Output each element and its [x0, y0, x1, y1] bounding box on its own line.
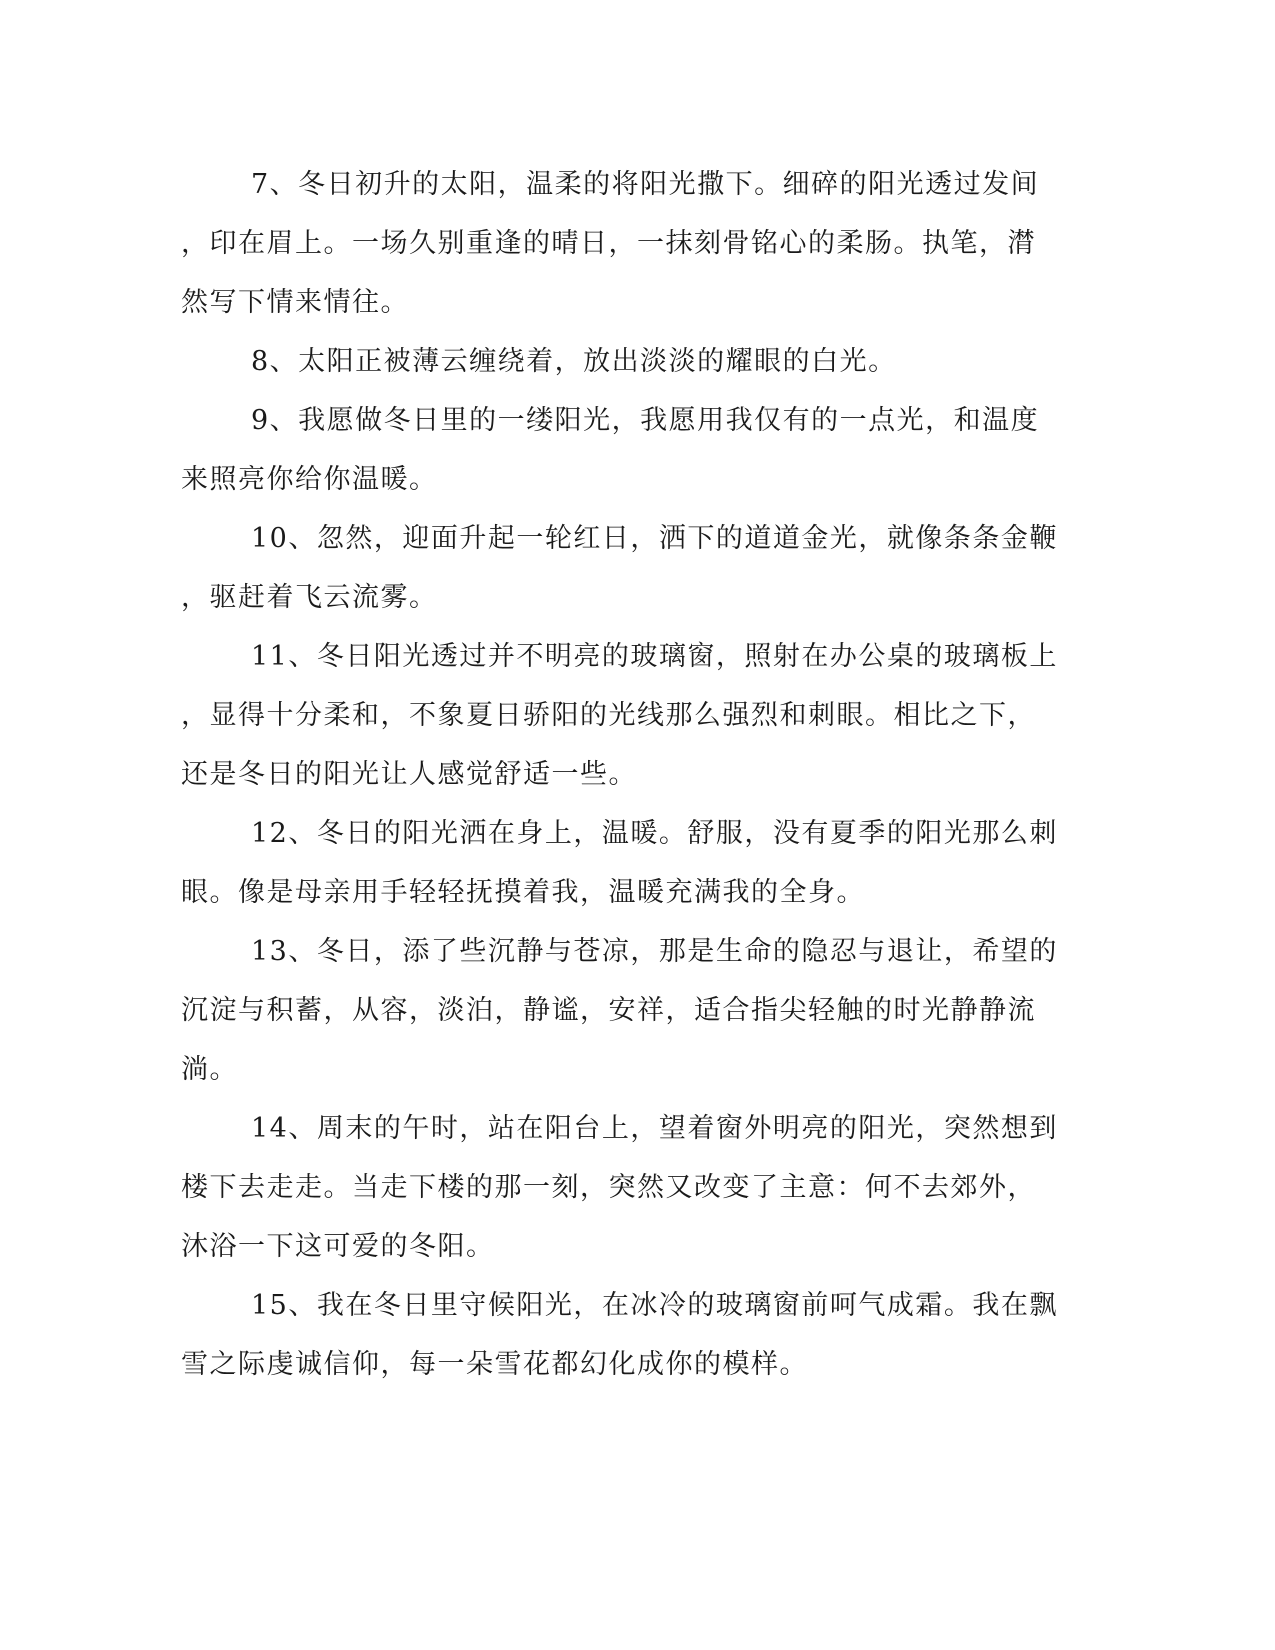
paragraph-8 — [181, 332, 1031, 391]
text-line: 7、冬日初升的太阳，温柔的将阳光撒下。细碎的阳光透过发间 — [251, 169, 1040, 200]
text-line: 淌。 — [181, 1054, 238, 1085]
text-line: ，显得十分柔和，不象夏日骄阳的光线那么强烈和刺眼。相比之下， — [181, 700, 1036, 731]
paragraph-15 — [181, 1276, 1058, 1394]
text-line: 14、周末的午时，站在阳台上，望着窗外明亮的阳光，突然想到 — [251, 1113, 1058, 1144]
text-line: 沐浴一下这可爱的冬阳。 — [181, 1231, 495, 1262]
text-line: 来照亮你给你温暖。 — [181, 464, 438, 495]
paragraph-13 — [181, 922, 1058, 1099]
text-line: 12、冬日的阳光洒在身上，温暖。舒服，没有夏季的阳光那么刺 — [251, 818, 1058, 849]
paragraph-10 — [181, 509, 1058, 627]
text-line: 沉淀与积蓄，从容，淡泊，静谧，安祥，适合指尖轻触的时光静静流 — [181, 995, 1036, 1026]
text-line: 眼。像是母亲用手轻轻抚摸着我，温暖充满我的全身。 — [181, 877, 865, 908]
text-line: ，驱赶着飞云流雾。 — [181, 582, 438, 613]
text-line: ，印在眉上。一场久别重逢的晴日，一抹刻骨铭心的柔肠。执笔，潸 — [181, 228, 1036, 259]
text-line: 楼下去走走。当走下楼的那一刻，突然又改变了主意：何不去郊外， — [181, 1172, 1036, 1203]
paragraph-7 — [181, 155, 1040, 332]
text-line: 10、忽然，迎面升起一轮红日，洒下的道道金光，就像条条金鞭 — [251, 523, 1058, 554]
paragraph-9 — [181, 391, 1040, 509]
text-line: 13、冬日，添了些沉静与苍凉，那是生命的隐忍与退让，希望的 — [251, 936, 1058, 967]
text-line: 15、我在冬日里守候阳光，在冰冷的玻璃窗前呵气成霜。我在飘 — [251, 1290, 1058, 1321]
text-line: 8、太阳正被薄云缠绕着，放出淡淡的耀眼的白光。 — [251, 346, 897, 377]
text-line: 9、我愿做冬日里的一缕阳光，我愿用我仅有的一点光，和温度 — [251, 405, 1040, 436]
text-line: 然写下情来情往。 — [181, 287, 409, 318]
paragraph-11 — [181, 627, 1058, 804]
paragraph-14 — [181, 1099, 1058, 1276]
text-line: 11、冬日阳光透过并不明亮的玻璃窗，照射在办公桌的玻璃板上 — [251, 641, 1058, 672]
paragraph-12 — [181, 804, 1058, 922]
document-body — [181, 155, 1058, 1394]
text-line: 还是冬日的阳光让人感觉舒适一些。 — [181, 759, 637, 790]
text-line: 雪之际虔诚信仰，每一朵雪花都幻化成你的模样。 — [181, 1349, 808, 1380]
